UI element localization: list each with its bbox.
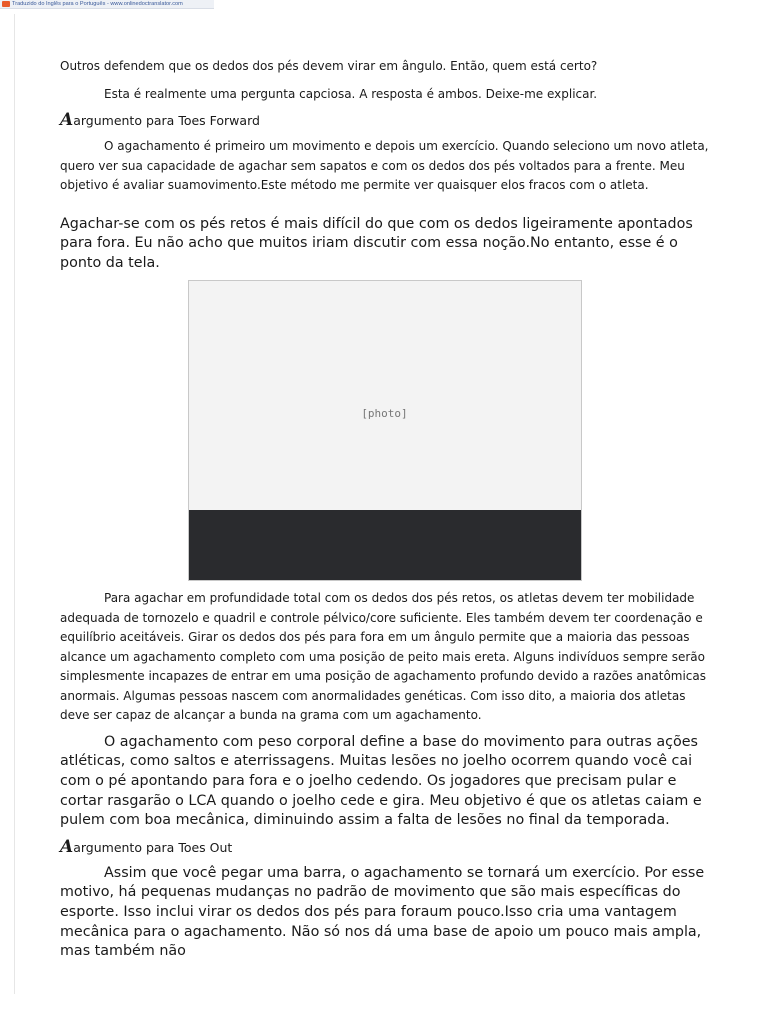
photo-placeholder-label: [photo] [361, 406, 408, 420]
photo-container [57, 280, 712, 581]
document-page [60, 57, 712, 962]
paragraph-5: Para agachar em profundidade total com os dedos dos pés retos, os atletas devem ter mobilidade adequada de tornozelo e quadril e controle pélvico/core suficiente. Eles também devem ter coordenação e equilíbrio aceitáveis. Girar os dedos dos pés para fora em um ângulo permite que a maioria das pessoas alcance um agachamento completo com uma posição de peito mais ereta. Alguns indivíduos sempre serão simplesmente incapazes de entrar em uma posição de agachamento profundo devido a razões anatômicas anormais. Algumas pessoas nascem com anormalidades genéticas. Com isso dito, a maioria dos atletas deve ser capaz de alcançar a bunda na grama com um agachamento. [60, 591, 707, 723]
drop-cap: A [60, 836, 74, 857]
translator-logo-icon [2, 1, 10, 7]
drop-cap: A [60, 110, 74, 130]
paragraph-4: Agachar-se com os pés retos é mais difícil do que com os dedos ligeiramente apontados para fora. Eu não acho que muitos iriam discutir com essa noção.No entanto, esse é o ponto da tela. [60, 215, 693, 271]
paragraph-6: O agachamento com peso corporal define a base do movimento para outras ações atléticas, como saltos e aterrissagens. Muitas lesões no joelho ocorrem quando você cai com o pé apontando para fora e o joelho cedendo. Os jogadores que precisam pular e cortar rasgarão o LCA quando o joelho cede e gira. Meu objetivo é que os atletas caiam e pulem com boa mecânica, diminuindo assim a falta de lesões no final da temporada. [60, 733, 702, 829]
paragraph-1: Outros defendem que os dedos dos pés devem virar em ângulo. Então, quem está certo? [60, 59, 598, 73]
section-heading-toes-forward [60, 110, 712, 131]
section-heading-toes-out [60, 837, 712, 858]
translator-banner-text[interactable]: Traduzido do Inglês para o Português - www.onlinedoctranslator.com [12, 1, 183, 7]
heading-text: argumento para Toes Forward [73, 113, 260, 128]
page-margin-line [14, 14, 15, 994]
paragraph-2: Esta é realmente uma pergunta capciosa. A resposta é ambos. Deixe-me explicar. [104, 86, 598, 101]
heading-text: argumento para Toes Out [73, 839, 233, 855]
squat-athlete-photo [188, 280, 582, 581]
translator-banner[interactable] [0, 0, 214, 9]
paragraph-7: Assim que você pegar uma barra, o agachamento se tornará um exercício. Por esse motivo, há pequenas mudanças no padrão de movimento que são mais específicas do esporte. Isso inclui virar os dedos dos pés para foraum pouco.Isso cria uma vantagem mecânica para o agachamento. Não só nos dá uma base de apoio um pouco mais ampla, mas também não [60, 864, 705, 960]
paragraph-3: O agachamento é primeiro um movimento e depois um exercício. Quando seleciono um novo atleta, quero ver sua capacidade de agachar sem sapatos e com os dedos dos pés voltados para a frente. Meu objetivo é avaliar suamovimento.Este método me permite ver quaisquer elos fracos com o atleta. [60, 139, 709, 192]
photo-floor [189, 510, 581, 580]
